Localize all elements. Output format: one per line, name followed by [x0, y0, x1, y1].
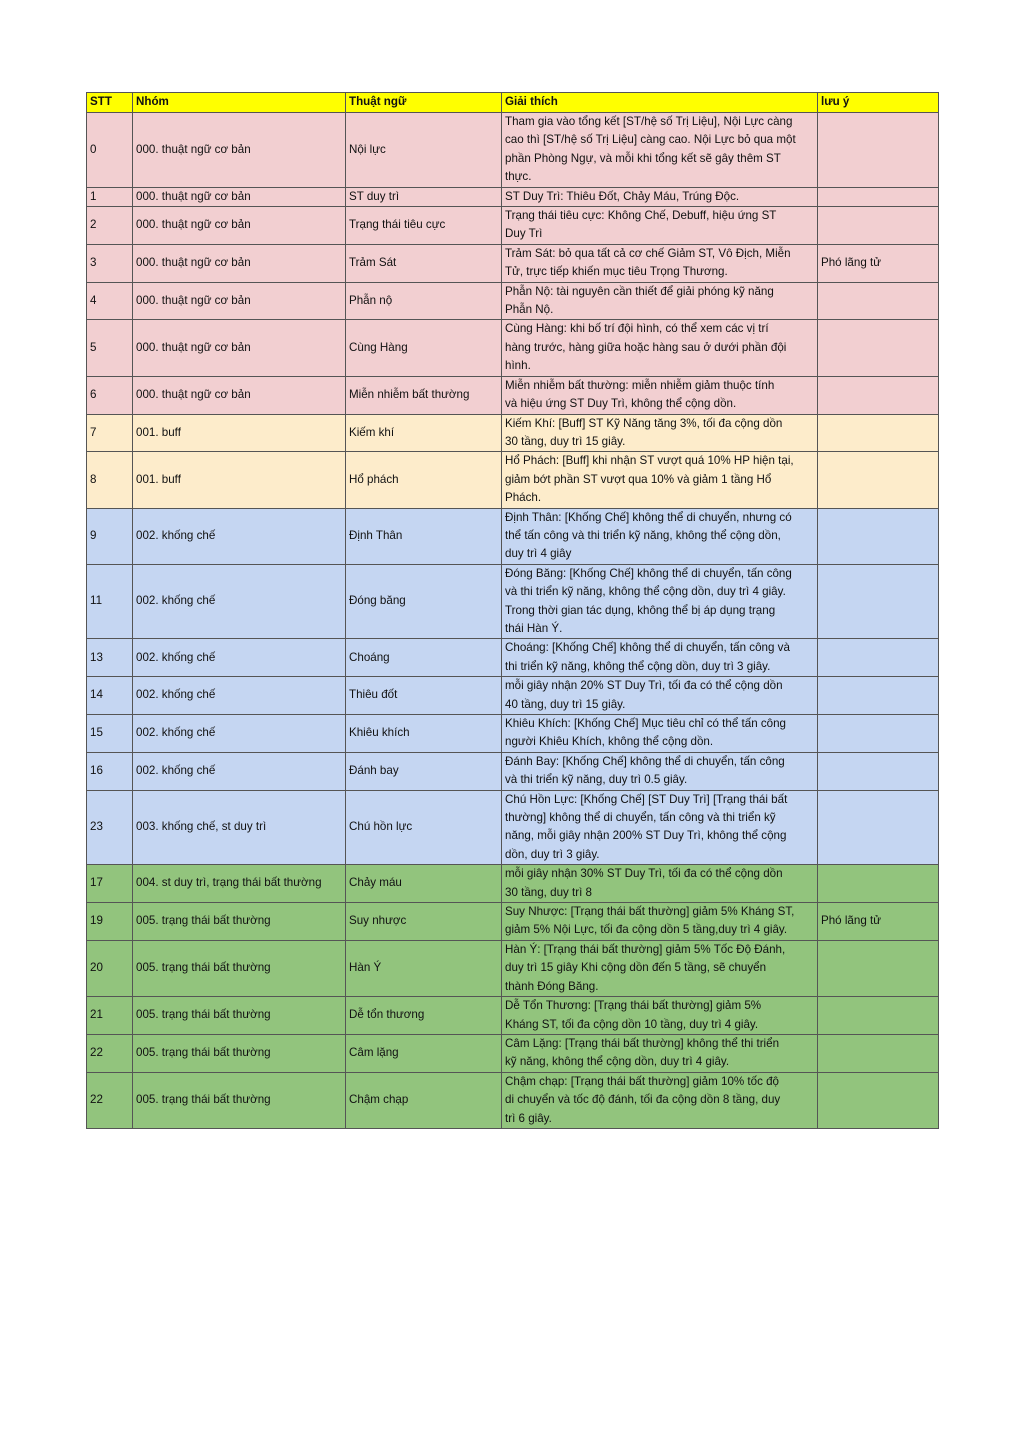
note-cell: [818, 187, 939, 206]
explanation-line: và thi triển kỹ năng, duy trì 0.5 giây.: [505, 773, 688, 787]
explanation-line: Định Thân: [Khống Chế] không thể di chuyển, nhưng có: [505, 510, 792, 524]
explanation-cell: [502, 715, 818, 753]
term-cell: Câm lặng: [346, 1034, 502, 1072]
explanation-line: Dễ Tổn Thương: [Trạng thái bất thường] giảm 5%: [505, 999, 762, 1013]
explanation-line: Cùng Hàng: khi bố trí đội hình, có thể xem các vị trí: [505, 322, 769, 336]
group-cell: 002. khống chế: [133, 677, 346, 715]
explanation-line: dồn, duy trì 3 giây.: [505, 847, 600, 861]
explanation-line: giảm 5% Nội Lực, tối đa cộng dồn 5 tầng,duy trì 4 giây.: [505, 923, 788, 937]
explanation-line: và hiệu ứng ST Duy Trì, không thể cộng dồn.: [505, 397, 737, 411]
explanation-line: và thi triển kỹ năng, không thể cộng dồn, duy trì 4 giây.: [505, 585, 786, 599]
explanation-line: thi triển kỹ năng, không thể cộng dồn, duy trì 3 giây.: [505, 659, 771, 673]
explanation-line: 30 tầng, duy trì 8: [505, 885, 593, 899]
explanation-cell: [502, 1072, 818, 1128]
table-row: [87, 639, 939, 677]
group-cell: 000. thuật ngữ cơ bản: [133, 320, 346, 376]
term-cell: Nội lực: [346, 113, 502, 188]
term-cell: Hàn Ý: [346, 940, 502, 996]
table-row: [87, 903, 939, 941]
term-cell: ST duy trì: [346, 187, 502, 206]
group-cell: 005. trạng thái bất thường: [133, 1072, 346, 1128]
explanation-line: Miễn nhiễm bất thường: miễn nhiễm giảm thuộc tính: [505, 378, 775, 392]
group-cell: 001. buff: [133, 414, 346, 452]
explanation-line: người Khiêu Khích, không thể cộng dồn.: [505, 735, 714, 749]
group-cell: 005. trạng thái bất thường: [133, 903, 346, 941]
group-cell: 001. buff: [133, 452, 346, 508]
table-row: [87, 1034, 939, 1072]
explanation-line: thành Đóng Băng.: [505, 979, 599, 993]
table-row: [87, 282, 939, 320]
table-row: [87, 320, 939, 376]
note-cell: [818, 564, 939, 639]
term-cell: Hổ phách: [346, 452, 502, 508]
group-cell: 002. khống chế: [133, 508, 346, 564]
table-row: [87, 207, 939, 245]
explanation-line: Trảm Sát: bỏ qua tất cả cơ chế Giảm ST, Vô Địch, Miễn: [505, 246, 791, 260]
note-cell: [818, 320, 939, 376]
note-cell: [818, 715, 939, 753]
explanation-line: 30 tầng, duy trì 15 giây.: [505, 434, 626, 448]
stt-cell: 17: [87, 865, 133, 903]
stt-cell: 7: [87, 414, 133, 452]
explanation-line: giảm bớt phần ST vượt qua 10% và giảm 1 tầng Hổ: [505, 472, 772, 486]
note-cell: [818, 752, 939, 790]
table-row: [87, 752, 939, 790]
explanation-line: duy trì 4 giây: [505, 547, 572, 561]
explanation-cell: [502, 414, 818, 452]
explanation-line: di chuyển và tốc độ đánh, tối đa cộng dồn 8 tầng, duy: [505, 1093, 781, 1107]
stt-cell: 15: [87, 715, 133, 753]
note-cell: [818, 376, 939, 414]
explanation-line: kỹ năng, không thể cộng dồn, duy trì 4 giây.: [505, 1055, 730, 1069]
term-cell: Trảm Sát: [346, 244, 502, 282]
explanation-cell: [502, 282, 818, 320]
term-cell: Định Thân: [346, 508, 502, 564]
table-row: [87, 113, 939, 188]
explanation-line: thực.: [505, 170, 532, 184]
explanation-line: Trong thời gian tác dụng, không thể bị áp dụng trạng: [505, 603, 776, 617]
explanation-cell: [502, 940, 818, 996]
table-row: [87, 677, 939, 715]
explanation-line: Suy Nhược: [Trạng thái bất thường] giảm 5% Kháng ST,: [505, 905, 795, 919]
term-cell: Suy nhược: [346, 903, 502, 941]
term-cell: Đánh bay: [346, 752, 502, 790]
explanation-line: Kiếm Khí: [Buff] ST Kỹ Năng tăng 3%, tối đa cộng dồn: [505, 416, 783, 430]
note-cell: Phó lãng tử: [818, 903, 939, 941]
note-cell: [818, 452, 939, 508]
term-cell: Đóng băng: [346, 564, 502, 639]
table-row: [87, 790, 939, 865]
note-cell: Phó lãng tử: [818, 244, 939, 282]
explanation-line: Duy Trì: [505, 227, 543, 241]
explanation-cell: [502, 113, 818, 188]
note-cell: [818, 1034, 939, 1072]
explanation-line: Choáng: [Khống Chế] không thể di chuyển, tấn công và: [505, 641, 790, 655]
group-cell: 002. khống chế: [133, 752, 346, 790]
note-cell: [818, 677, 939, 715]
header-group: Nhóm: [133, 93, 346, 113]
glossary-table: [86, 92, 939, 1129]
explanation-cell: [502, 564, 818, 639]
term-cell: Chảy máu: [346, 865, 502, 903]
explanation-line: Trạng thái tiêu cực: Không Chế, Debuff, hiệu ứng ST: [505, 209, 777, 223]
stt-cell: 21: [87, 997, 133, 1035]
explanation-cell: [502, 376, 818, 414]
group-cell: 000. thuật ngữ cơ bản: [133, 244, 346, 282]
term-cell: Miễn nhiễm bất thường: [346, 376, 502, 414]
term-cell: Dễ tổn thương: [346, 997, 502, 1035]
explanation-cell: [502, 639, 818, 677]
note-cell: [818, 282, 939, 320]
explanation-line: cao thì [ST/hệ số Trị Liệu] càng cao. Nội Lực bỏ qua một: [505, 133, 796, 147]
group-cell: 005. trạng thái bất thường: [133, 997, 346, 1035]
term-cell: Trạng thái tiêu cực: [346, 207, 502, 245]
note-cell: [818, 997, 939, 1035]
group-cell: 002. khống chế: [133, 715, 346, 753]
stt-cell: 0: [87, 113, 133, 188]
explanation-cell: [502, 790, 818, 865]
explanation-cell: [502, 752, 818, 790]
term-cell: Choáng: [346, 639, 502, 677]
table-row: [87, 414, 939, 452]
header-note: lưu ý: [818, 93, 939, 113]
table-body: [87, 113, 939, 1129]
table-row: [87, 452, 939, 508]
group-cell: 005. trạng thái bất thường: [133, 1034, 346, 1072]
explanation-line: thường] không thể di chuyển, tấn công và thi triển kỹ: [505, 811, 776, 825]
group-cell: 000. thuật ngữ cơ bản: [133, 282, 346, 320]
explanation-cell: [502, 244, 818, 282]
explanation-line: Hàn Ý: [Trạng thái bất thường] giảm 5% Tốc Độ Đánh,: [505, 942, 786, 956]
note-cell: [818, 113, 939, 188]
table-row: [87, 564, 939, 639]
explanation-cell: [502, 187, 818, 206]
explanation-line: thái Hàn Ý.: [505, 621, 563, 635]
stt-cell: 8: [87, 452, 133, 508]
explanation-cell: [502, 207, 818, 245]
explanation-cell: [502, 508, 818, 564]
header-term: Thuật ngữ: [346, 93, 502, 113]
explanation-cell: [502, 1034, 818, 1072]
stt-cell: 16: [87, 752, 133, 790]
table-row: [87, 1072, 939, 1128]
group-cell: 000. thuật ngữ cơ bản: [133, 376, 346, 414]
explanation-line: Khiêu Khích: [Khống Chế] Mục tiêu chỉ có thể tấn công: [505, 717, 787, 730]
explanation-line: trì 6 giây.: [505, 1111, 552, 1125]
term-cell: Cùng Hàng: [346, 320, 502, 376]
stt-cell: 11: [87, 564, 133, 639]
explanation-line: Tham gia vào tổng kết [ST/hệ số Trị Liệu], Nội Lực càng: [505, 115, 793, 128]
table-row: [87, 940, 939, 996]
explanation-line: Hổ Phách: [Buff] khi nhận ST vượt quá 10% HP hiện tại,: [505, 454, 794, 468]
stt-cell: 4: [87, 282, 133, 320]
header-explanation: Giải thích: [502, 93, 818, 113]
term-cell: Khiêu khích: [346, 715, 502, 753]
note-cell: [818, 790, 939, 865]
table-row: [87, 187, 939, 206]
group-cell: 003. khống chế, st duy trì: [133, 790, 346, 865]
explanation-line: Phẫn Nộ: tài nguyên cần thiết để giải phóng kỹ năng: [505, 284, 774, 298]
note-cell: [818, 940, 939, 996]
stt-cell: 22: [87, 1034, 133, 1072]
explanation-line: Phách.: [505, 491, 542, 505]
group-cell: 005. trạng thái bất thường: [133, 940, 346, 996]
explanation-line: Phẫn Nộ.: [505, 303, 554, 317]
note-cell: [818, 508, 939, 564]
explanation-line: hàng trước, hàng giữa hoặc hàng sau ở dưới phần đội: [505, 340, 787, 354]
group-cell: 000. thuật ngữ cơ bản: [133, 207, 346, 245]
table-row: [87, 244, 939, 282]
stt-cell: 19: [87, 903, 133, 941]
note-cell: [818, 1072, 939, 1128]
term-cell: Phẫn nộ: [346, 282, 502, 320]
explanation-line: phần Phòng Ngự, và mỗi khi tổng kết sẽ gây thêm ST: [505, 151, 781, 165]
header-row: [87, 93, 939, 113]
term-cell: Chậm chạp: [346, 1072, 502, 1128]
stt-cell: 5: [87, 320, 133, 376]
header-stt: STT: [87, 93, 133, 113]
explanation-line: hình.: [505, 359, 531, 373]
explanation-cell: [502, 452, 818, 508]
stt-cell: 6: [87, 376, 133, 414]
explanation-line: năng, mỗi giây nhận 200% ST Duy Trì, không thể cộng: [505, 829, 787, 843]
stt-cell: 22: [87, 1072, 133, 1128]
group-cell: 002. khống chế: [133, 639, 346, 677]
note-cell: [818, 207, 939, 245]
explanation-line: Chú Hồn Lực: [Khống Chế] [ST Duy Trì] [Trạng thái bất: [505, 792, 788, 806]
group-cell: 004. st duy trì, trạng thái bất thường: [133, 865, 346, 903]
explanation-line: 40 tầng, duy trì 15 giây.: [505, 697, 626, 711]
explanation-cell: [502, 320, 818, 376]
explanation-cell: [502, 677, 818, 715]
explanation-line: ST Duy Trì: Thiêu Đốt, Chảy Máu, Trúng Độc.: [505, 189, 740, 203]
table-row: [87, 865, 939, 903]
term-cell: Chú hồn lực: [346, 790, 502, 865]
stt-cell: 9: [87, 508, 133, 564]
table-row: [87, 376, 939, 414]
stt-cell: 2: [87, 207, 133, 245]
explanation-line: Chậm chạp: [Trạng thái bất thường] giảm 10% tốc độ: [505, 1074, 780, 1088]
explanation-line: Tử, trực tiếp khiến mục tiêu Trọng Thương.: [505, 265, 728, 279]
group-cell: 002. khống chế: [133, 564, 346, 639]
explanation-line: Đánh Bay: [Khống Chế] không thể di chuyển, tấn công: [505, 754, 785, 768]
stt-cell: 14: [87, 677, 133, 715]
note-cell: [818, 414, 939, 452]
explanation-line: thể tấn công và thi triển kỹ năng, không thể cộng dồn,: [505, 528, 781, 542]
table-row: [87, 508, 939, 564]
group-cell: 000. thuật ngữ cơ bản: [133, 113, 346, 188]
term-cell: Kiếm khí: [346, 414, 502, 452]
group-cell: 000. thuật ngữ cơ bản: [133, 187, 346, 206]
explanation-cell: [502, 865, 818, 903]
stt-cell: 13: [87, 639, 133, 677]
explanation-line: mỗi giây nhận 30% ST Duy Trì, tối đa có thể cộng dồn: [505, 867, 783, 881]
table-row: [87, 997, 939, 1035]
explanation-line: Câm Lặng: [Trạng thái bất thường] không thể thi triển: [505, 1036, 780, 1050]
stt-cell: 20: [87, 940, 133, 996]
term-cell: Thiêu đốt: [346, 677, 502, 715]
explanation-line: mỗi giây nhận 20% ST Duy Trì, tối đa có thể cộng dồn: [505, 679, 783, 693]
note-cell: [818, 639, 939, 677]
explanation-cell: [502, 997, 818, 1035]
note-cell: [818, 865, 939, 903]
stt-cell: 23: [87, 790, 133, 865]
explanation-line: duy trì 15 giây Khi cộng dồn đến 5 tầng, sẽ chuyển: [505, 961, 767, 975]
explanation-line: Đóng Băng: [Khống Chế] không thể di chuyển, tấn công: [505, 566, 792, 580]
explanation-cell: [502, 903, 818, 941]
explanation-line: Kháng ST, tối đa cộng dồn 10 tầng, duy trì 4 giây.: [505, 1017, 759, 1031]
stt-cell: 3: [87, 244, 133, 282]
stt-cell: 1: [87, 187, 133, 206]
table-row: [87, 715, 939, 753]
